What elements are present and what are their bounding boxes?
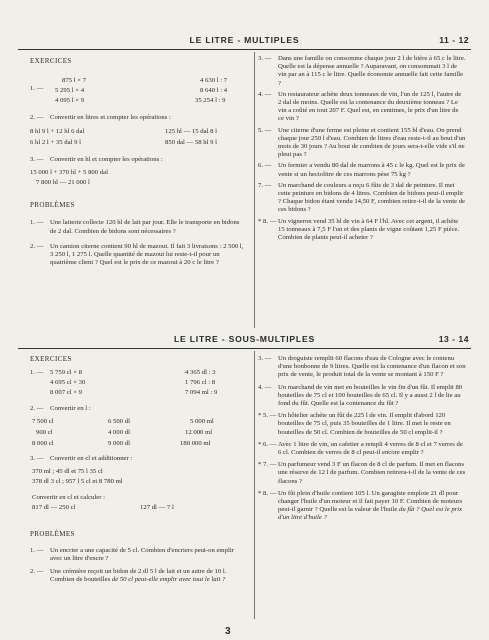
s1-ex2-text: Convertir en litres et compter les opérations : — [50, 114, 171, 122]
problem-text: Dans une famille on consomme chaque jour 2 l de bière à 65 c le litre. Quelle est la dépense annuelle ? Auparavant, on consommait 3 l de vin par an à 115 c le litre. Quelle économie annuelle fait cette famille ? — [278, 55, 466, 87]
s2-ex1 — [30, 369, 245, 399]
problem-text-italic: du fût ? Quel est le prix d'un litre d'huile ? — [278, 506, 463, 522]
s1-ex1-num: 1. — — [30, 85, 44, 93]
s2-ex1-op-left: 8 007 cl × 9 — [50, 389, 83, 397]
s2-problem — [30, 547, 245, 563]
s1-ex2-rows — [30, 128, 245, 150]
s2-ex3-calc: 817 dl — 250 cl — [32, 504, 76, 512]
problem-text: Un fermier a vendu 80 dal de marrons à 45 c le kg. Quel est le prix de vente si un hectolitre de ces marrons pèse 75 kg ? — [278, 162, 465, 178]
s1-ex3 — [30, 156, 245, 165]
problem-number: * 7. — — [258, 461, 277, 469]
s1-ex3-num: 3. — — [30, 156, 44, 164]
problem-number: * 8. — — [258, 217, 277, 225]
s1-problem — [258, 162, 466, 178]
s1-problem — [258, 127, 466, 160]
problem-number: 1. — — [30, 546, 44, 554]
s1-ex2 — [30, 114, 245, 123]
s2-problem — [258, 355, 466, 380]
s2-ex2-cell: 9 000 dl — [108, 440, 130, 448]
problem-text: Un droguiste remplit 60 flacons d'eau de Cologne avec le contenu d'une bonbonne de 9 litres. Quelle est la contenance d'un flacon et son prix de vente, le produit total de la vente se montant à 150 F ? — [278, 355, 466, 379]
problem-number: 6. — — [258, 162, 272, 170]
s2-ex2-cell: 12 000 ml — [185, 429, 213, 437]
s1-problem — [30, 243, 245, 268]
s2-ex3-text2: Convertir en cl et calculer : — [32, 494, 105, 502]
s1-problem — [30, 219, 245, 235]
problem-text: Un marchand de couleurs a reçu 6 fûts de 3 dal de peinture. Il met cette peinture en bidons de 4 litres. Combien de bidons peut-il emplir ? Chaque bidon étant vendu 14,50 F, combien retire-t-il de la vente de ces bidons ? — [278, 181, 466, 214]
s1-problem — [258, 182, 466, 215]
s1-ex3-rows — [30, 169, 245, 189]
s2-ex2 — [30, 405, 245, 414]
s2-ex2-cell: 900 cl — [36, 429, 53, 437]
s1-ex1-op-left: 5 295 l × 4 — [55, 87, 85, 95]
s2-ex2-cell: 4 000 dl — [108, 429, 130, 437]
s2-ex2-num: 2. — — [30, 405, 44, 413]
problem-text: Un camion citerne contient 90 hl de mazout. Il fait 3 livraisons : 2 500 l, 3 250 l, 1 275 l. Quelle quantité de mazout lui reste-t-il pour un quatrième client ? Quel est le prix de ce mazout à 20 c le litre ? — [50, 242, 244, 267]
problem-number: * 8. — — [258, 489, 277, 497]
s2-ex2-cell: 8 000 cl — [32, 440, 54, 448]
section1-column-divider — [254, 52, 255, 328]
s2-ex2-cell: 7 500 cl — [32, 418, 54, 426]
s2-ex2-cell: 5 000 ml — [190, 418, 214, 426]
problem-text: Un hôtelier achète un fût de 225 l de vin. Il emplit d'abord 120 bouteilles de 75 cl, puis 35 bouteilles de 1 litre. Il met le reste en bouteilles de 50 cl. Combien de bouteilles de 50 cl emplit-il ? — [278, 412, 451, 436]
problem-number: 2. — — [30, 242, 44, 250]
section2-title: LE LITRE - SOUS-MULTIPLES — [173, 334, 316, 344]
section2-left-column — [30, 355, 245, 584]
problem-number: 4. — — [258, 90, 272, 98]
s2-ex3-row: 378 dl 3 cl ; 957 l 5 cl et 8 780 ml — [32, 478, 123, 486]
s1-problem — [258, 218, 466, 243]
s2-ex1-op-right: 4 365 dl : 3 — [185, 369, 216, 377]
s1-ex2-left: 6 hl 2 l + 35 dal 9 l — [30, 139, 81, 147]
s1-ex2-right: 850 dal — 58 hl 9 l — [165, 139, 218, 147]
section1-right-column — [258, 55, 466, 242]
problem-number: 4. — — [258, 383, 272, 391]
s1-ex2-num: 2. — — [30, 114, 44, 122]
problem-number: * 6. — — [258, 440, 277, 448]
section1-header — [16, 35, 473, 49]
section2-column-divider — [254, 351, 255, 619]
s1-ex1-op-right: 4 630 l : 7 — [200, 77, 228, 85]
problem-text: Une crémière reçoit un bidon de 2 dl 5 l de lait et un autre de 10 l. Combien de bouteilles — [50, 568, 227, 584]
s2-ex2-text: Convertir en l : — [50, 405, 91, 413]
s2-ex1-num: 1. — — [30, 369, 44, 377]
s2-ex2-cell: 6 500 dl — [108, 418, 130, 426]
s1-ex1-op-left: 875 l × 7 — [62, 77, 87, 85]
problem-text: Avec 1 litre de vin, un cafetier a rempli 4 verres de 8 cl et 7 verres de 6 cl. Combien de verres de 8 cl peut-il encore emplir ? — [278, 440, 463, 457]
problem-number: 2. — — [30, 568, 44, 576]
s2-ex3-row2 — [30, 504, 245, 514]
s1-ex2-right: 125 hl — 15 dal 8 l — [165, 128, 218, 136]
section1-title: LE LITRE - MULTIPLES — [189, 35, 300, 45]
problem-number: 5. — — [258, 126, 272, 134]
s2-ex3-text: Convertir en cl et additionner : — [50, 455, 133, 463]
section2-exercices-label: EXERCICES — [30, 355, 72, 363]
s2-ex2-rows — [30, 418, 245, 450]
s1-ex3-text: Convertir en hl et compter les opérations : — [50, 156, 163, 164]
s2-ex3-rows — [30, 468, 245, 488]
problem-number: 7. — — [258, 181, 272, 189]
section1-pages: 11 - 12 — [439, 35, 469, 45]
s1-problem — [258, 55, 466, 88]
problem-text: Un fût plein d'huile contient 105 l. Un garagiste emploie 21 dl pour changer l'huile d'un moteur et il fait payer 10 F. Combien de moteurs peut-il garnir ? Quelle est la valeur de l'huile — [278, 489, 463, 514]
section2-rule — [18, 348, 471, 349]
problem-text: Un vigneron vend 35 hl de vin à 64 F l'hl. Avec cet argent, il achète 15 tonneaux à 7,5 F l'un et des plants de vigne coûtant 1,25 F pièce. Combien de plants peut-il acheter ? — [278, 217, 460, 242]
section2-pages: 13 - 14 — [438, 334, 469, 344]
section2-right-column — [258, 355, 466, 523]
s2-problem — [258, 412, 466, 437]
problem-text: Un marchand de vin met en bouteilles le vin fin d'un fût. Il emplit 80 bouteilles de 75 cl et 100 bouteilles de 65 cl. Il y a aussi 2 l de lie au fond du fût. Quelle est la contenance du fût ? — [278, 383, 463, 408]
s2-problem — [30, 568, 245, 584]
s1-problem — [258, 91, 466, 124]
section2-header — [16, 334, 473, 348]
s1-ex3-row: 7 800 hl — 21 000 l — [36, 179, 90, 187]
s2-ex3-row: 370 ml ; 45 dl et 75 l 35 cl — [32, 468, 103, 476]
problem-text: Un restaurateur achète deux tonneaux de vin, l'un de 125 l, l'autre de 2 dal de moins. Quelle est la contenance du deuxième tonneau ? Le vin a coûté en tout 207 F. Quel est, en centimes, le prix d'un litre de ce vin ? — [278, 90, 462, 123]
s1-ex1-op-right: 8 640 l : 4 — [200, 87, 228, 95]
s2-problem — [258, 384, 466, 409]
page-number: 3 — [225, 626, 231, 637]
s1-ex1-op-left: 4 095 l × 9 — [55, 97, 85, 105]
s2-ex3-num: 3. — — [30, 455, 44, 463]
s2-problem — [258, 441, 466, 457]
s1-ex1 — [30, 77, 245, 107]
section2-problemes-label: PROBLÈMES — [30, 530, 75, 539]
problem-number: 3. — — [258, 55, 272, 62]
problem-number: 3. — — [258, 355, 272, 362]
s2-ex1-op-left: 5 759 cl × 8 — [50, 369, 83, 377]
s2-problem — [258, 490, 466, 523]
problem-text: Un encrier a une capacité de 5 cl. Combien d'encriers peut-on emplir avec un litre d'encre ? — [50, 546, 234, 562]
problem-number: 1. — — [30, 219, 44, 227]
s2-ex3 — [30, 455, 245, 464]
s2-ex1-op-left: 4 695 cl × 30 — [50, 379, 86, 387]
section1-rule — [18, 49, 471, 50]
section1-left-column — [30, 57, 245, 267]
problem-text: Une laiterie collecte 120 hl de lait par jour. Elle le transporte en bidons de 2 dal. Combien de bidons sont nécessaires ? — [50, 219, 240, 235]
s2-ex2-cell: 180 000 ml — [180, 440, 211, 448]
problem-number: * 5. — — [258, 412, 277, 420]
s1-ex3-row: 15 000 l + 370 hl + 5 800 dal — [30, 169, 108, 177]
s2-ex1-op-right: 7 094 ml : 9 — [185, 389, 218, 397]
s1-ex1-op-right: 35 254 l : 9 — [195, 97, 226, 105]
s1-ex2-left: 8 hl 9 l + 12 hl 6 dal — [30, 128, 85, 136]
s2-ex1-op-right: 1 796 cl : 8 — [185, 379, 216, 387]
problem-text-italic: de 50 cl peut-elle emplir avec tout le lait ? — [111, 576, 226, 584]
section1-problemes-label: PROBLÈMES — [30, 201, 75, 210]
s2-ex3-calc: 127 dl — 7 l — [140, 504, 174, 512]
problem-text: Un parfumeur vend 3 F un flacon de 8 cl de parfum. Il met en flacons une réserve de 12 l de parfum. Combien retirera-t-il de la vente de ces flacons ? — [278, 461, 466, 485]
problem-text: Une citerne d'une ferme est pleine et contient 155 hl d'eau. On prend chaque jour 250 l d'eau. Combien de litres d'eau reste-t-il au bout d'un mois de 30 jours ? Au bout de combien de jours sera-t-elle vide s'il ne pleut pas ? — [278, 126, 466, 159]
section1-exercices-label: EXERCICES — [30, 57, 72, 65]
s2-problem — [258, 461, 466, 486]
